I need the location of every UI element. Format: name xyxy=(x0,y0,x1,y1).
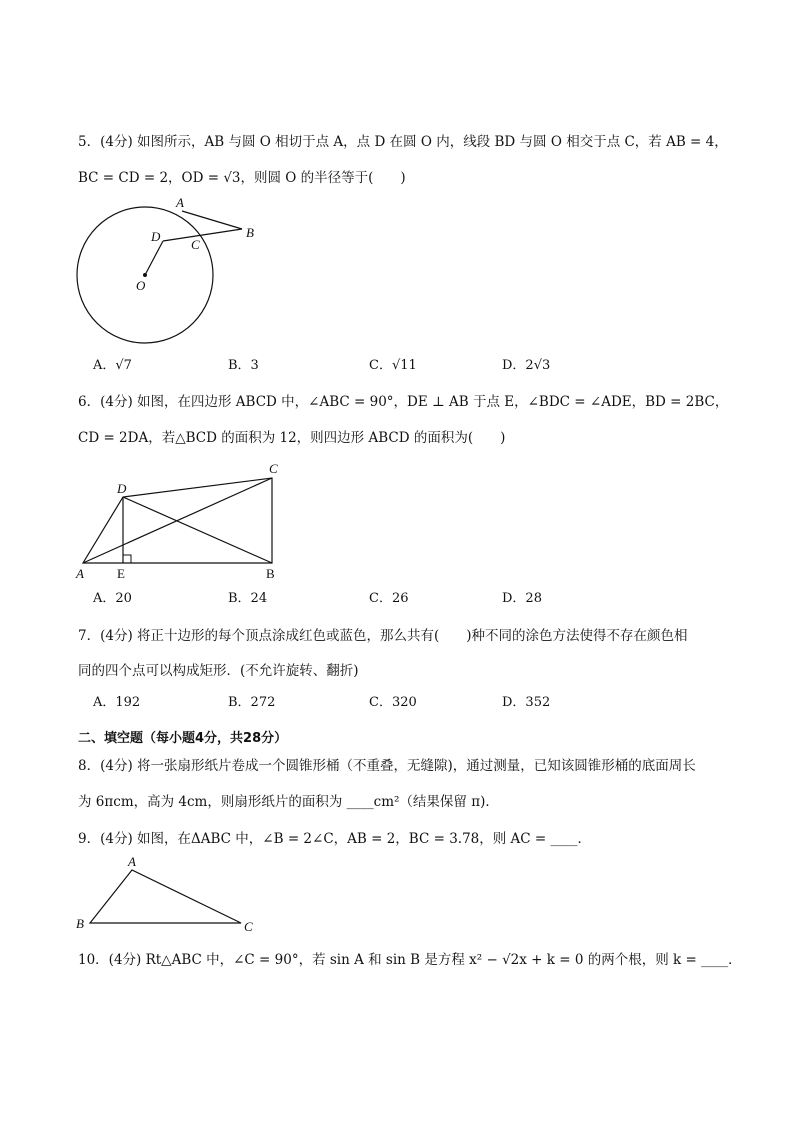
q8-text-line2: 为 6πcm，高为 4cm，则扇形纸片的面积为 ____cm²（结果保留 π)． xyxy=(78,794,499,810)
q7-option-a: A．192 xyxy=(93,695,141,710)
q6-option-a: A．20 xyxy=(93,591,132,606)
q7-option-c: C．320 xyxy=(369,695,417,710)
q5-text-line1: 5．(4分) 如图所示，AB 与圆 O 相切于点 A，点 D 在圆 O 内，线段 BD 与圆 O 相交于点 C，若 AB = 4， xyxy=(78,134,728,150)
segment-od xyxy=(145,241,163,275)
q10-text-line1: 10．(4分) Rt△ABC 中，∠C = 90°，若 sin A 和 sin B 是方程 x² − √2x + k = 0 的两个根，则 k = ____． xyxy=(78,952,742,968)
segment-db xyxy=(123,497,272,563)
q6-quadrilateral-figure xyxy=(70,460,290,585)
label-c: C xyxy=(244,919,253,934)
segment-ab-tangent xyxy=(182,211,242,229)
label-d: D xyxy=(117,481,127,496)
label-a: A xyxy=(176,195,184,210)
label-e: E xyxy=(117,566,125,581)
label-c: C xyxy=(191,237,200,252)
section-2-heading: 二、填空题（每小题4分，共28分） xyxy=(78,731,288,746)
label-o: O xyxy=(136,278,146,293)
q5-option-d: D．2√3 xyxy=(502,358,551,373)
q8-text-line1: 8．(4分) 将一张扇形纸片卷成一个圆锥形桶（不重叠，无缝隙)，通过测量，已知该圆锥形桶的底面周长 xyxy=(78,758,696,774)
q5-text-line2: BC = CD = 2，OD = √3，则圆 O 的半径等于( ) xyxy=(78,170,406,186)
q5-option-a: A．√7 xyxy=(93,358,132,373)
q6-option-d: D．28 xyxy=(502,591,542,606)
q9-triangle-figure xyxy=(70,855,270,935)
label-b: B xyxy=(76,916,84,931)
label-a: A xyxy=(76,566,84,581)
label-b: B xyxy=(246,225,254,240)
q5-option-c: C．√11 xyxy=(369,358,417,373)
q5-circle-figure xyxy=(70,195,270,345)
label-d: D xyxy=(151,229,161,244)
q6-text-line2: CD = 2DA，若△BCD 的面积为 12，则四边形 ABCD 的面积为( ) xyxy=(78,430,506,446)
q6-option-b: B．24 xyxy=(228,591,268,606)
point-o-dot xyxy=(143,273,147,277)
q6-option-c: C．26 xyxy=(369,591,409,606)
q9-text-line1: 9．(4分) 如图，在ΔABC 中，∠B = 2∠C，AB = 2，BC = 3.78，则 AC = ____． xyxy=(78,831,592,847)
label-b: B xyxy=(266,566,275,581)
q7-option-b: B．272 xyxy=(228,695,276,710)
right-angle-mark xyxy=(123,555,131,563)
label-a: A xyxy=(128,854,136,869)
label-c: C xyxy=(269,461,278,476)
q7-text-line1: 7．(4分) 将正十边形的每个顶点涂成红色或蓝色，那么共有( )种不同的涂色方法使得不存在颜色相 xyxy=(78,628,688,644)
triangle-abc xyxy=(90,870,241,923)
q7-text-line2: 同的四个点可以构成矩形．(不允许旋转、翻折) xyxy=(78,663,359,679)
q5-option-b: B．3 xyxy=(228,358,259,373)
q7-option-d: D．352 xyxy=(502,695,551,710)
q6-text-line1: 6．(4分) 如图，在四边形 ABCD 中，∠ABC = 90°，DE ⊥ AB 于点 E，∠BDC = ∠ADE，BD = 2BC， xyxy=(78,394,729,410)
